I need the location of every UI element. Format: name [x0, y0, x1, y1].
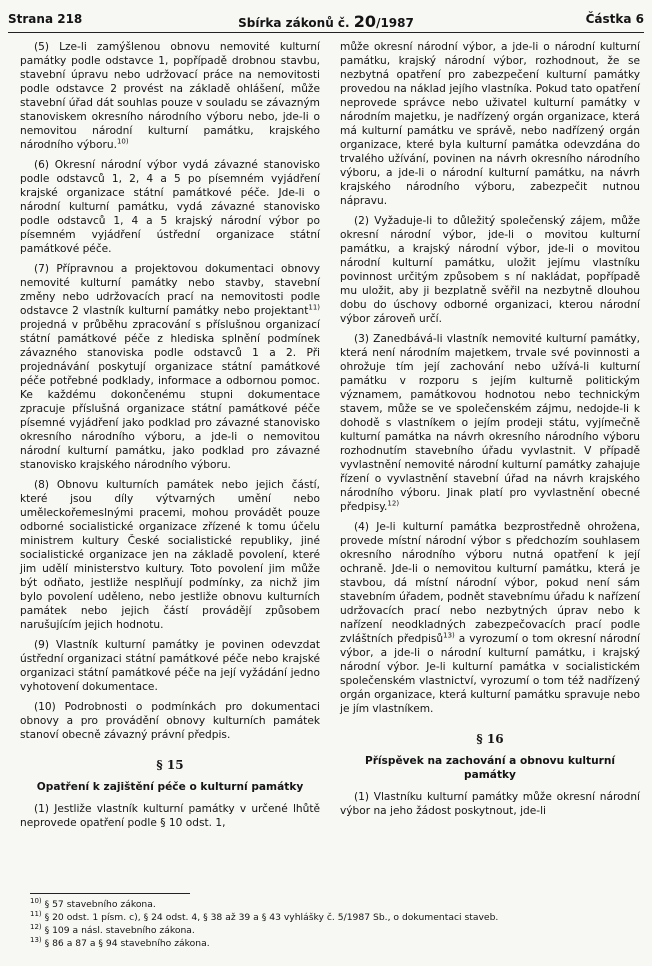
collection-title: [8, 12, 644, 31]
footnote-divider: [30, 893, 190, 894]
footnote-ref-10: 10): [116, 137, 129, 146]
collection-name: Sbírka zákonů č.: [238, 16, 350, 30]
issue-part: Částka 6: [585, 12, 644, 26]
page-number: Strana 218: [8, 12, 83, 26]
paragraph-7: (7) Přípravnou a projektovou dokumentaci obnovy nemovité kulturní památky nebo stavby, stavební změny nebo udržovacích prací na nemovitosti podle odstavce 2 vlastník kulturní památky nebo projektant$^{11)}$ projedná v průběhu zpracování s příslušnou organizací státní památkové péče z hlediska splnění podmínek závazného stanoviska podle odstavců 1 a 2. Při projednávání poskytují organizace státní památkové péče potřebné podklady, informace a odbornou pomoc. Ke každému dokončenému stupni dokumentace zpracuje příslušná organizace státní památkové péče písemné vyjádření jako podklad pro závazné stanovisko okresního národního výboru, a jde-li o nemovitou národní kulturní památku, jako podklad pro závazné stanovisko krajského národního výboru.: [20, 263, 320, 471]
footnote-ref-13: 13): [443, 631, 455, 640]
footnote-12: $^{12)}$ § 109 a násl. stavebního zákona.: [30, 922, 195, 936]
section-16-paragraph-1: (1) Vlastníku kulturní památky může okresní národní výbor na jeho žádost poskytnout, jde-li: [340, 791, 640, 817]
footnote-ref-12: 12): [387, 499, 400, 508]
paragraph-6: (6) Okresní národní výbor vydá závazné stanovisko podle odstavců 1, 2, 4 a 5 po písemném vyjádření krajské organizace státní památkové péče. Jde-li o národní kulturní památku, vydá závazné stanovisko podle odstavců 1, 4 a 5 krajský národní výbor po písemném vyjádření ústřední organizace státní památkové péče.: [20, 159, 320, 255]
collection-year: /1987: [376, 16, 414, 30]
section-15-paragraph-1-continued: může okresní národní výbor, a jde-li o národní kulturní památku, krajský národní výbor, rozhodnout, že se nezbytná opatření pro zabezpečení kulturní památky provedou na náklad jejího vlastníka. Pokud tato opatření neprovede správce nebo uživatel kulturní památky v národním majetku, je nadřízený orgán organizace, která má kulturní památku ve správě, nebo nadřízený orgán organizace, které byla kulturní památka odevzdána do trvalého užívání, povinen na návrh okresního národního výboru, a jde-li o národní kulturní památku, na návrh krajského národního výboru, zabezpečit nutnou nápravu.: [340, 41, 640, 207]
section-16-title: Příspěvek na zachování a obnovu kulturní památky: [364, 755, 616, 781]
right-column: [340, 40, 640, 824]
section-15-paragraph-1: (1) Jestliže vlastník kulturní památky v určené lhůtě neprovede opatření podle § 10 odst. 1,: [20, 803, 320, 829]
paragraph-10: (10) Podrobnosti o podmínkách pro dokumentaci obnovy a pro provádění obnovy kulturních památek stanoví obecně závazný právní předpis.: [20, 701, 320, 741]
section-15-title: Opatření k zajištění péče o kulturní památky: [36, 781, 304, 793]
paragraph-5: (5) Lze-li zamýšlenou obnovu nemovité kulturní památky podle odstavce 1, popřípadě drobnou stavbu, stavební úpravu nebo udržovací práce na nemovitosti podle odstavce 2 provést na základě ohlášení, může stavební úřad dát souhlas pouze v souladu se závazným stanoviskem okresního národního výboru nebo, jde-li o nemovitou národní kulturní památku, krajského národního výboru.$^{10)}$: [20, 41, 320, 151]
header-divider: [8, 32, 644, 33]
page-header: [8, 8, 644, 31]
paragraph-8: (8) Obnovu kulturních památek nebo jejich částí, které jsou díly výtvarných umění nebo uměleckořemeslnými pracemi, mohou provádět pouze odborné socialistické organizace zřízené k tomu účelu ministrem kultury České socialistické republiky, jiné socialistické organizace jen na základě povolení, které jim udělí ministerstvo kultury. Toto povolení jim může být odňato, jestliže nesplňují podmínky, za nichž jim bylo povolení uděleno, nebo jestliže obnovu kulturních památek nebo jejich částí provádějí způsobem narušujícím jejich hodnotu.: [20, 479, 320, 631]
footnote-ref-11: 11): [308, 303, 320, 312]
section-16-heading: § 16: [476, 732, 504, 746]
section-15-paragraph-2: (2) Vyžaduje-li to důležitý společenský zájem, může okresní národní výbor, jde-li o movitou kulturní památku, a krajský národní výbor, jde-li o movitou národní kulturní památku, uložit jejímu vlastníku povinnost určitým způsobem s ní nakládat, popřípadě mu uložit, aby ji bezplatně svěřil na nezbytně dlouhou dobu do úschovy odborné organizaci, kterou národní výbor zároveň určí.: [340, 215, 640, 325]
footnote-10: $^{10)}$ § 57 stavebního zákona.: [30, 896, 156, 910]
paragraph-9: (9) Vlastník kulturní památky je povinen odevzdat ústřední organizaci státní památkové péče nebo krajské organizaci státní památkové péče na její vyžádání jedno vyhotovení dokumentace.: [20, 639, 320, 693]
section-15-paragraph-4: (4) Je-li kulturní památka bezprostředně ohrožena, provede místní národní výbor s předchozím souhlasem okresního národního výboru nutná opatření k její ochraně. Jde-li o nemovitou kulturní památku, která je stavbou, dá místní národní výbor, pokud není sám stavebním úřadem, podnět stavebnímu úřadu k nařízení udržovacích prací nebo nezbytných úprav nebo k nařízení neodkladných zabezpečovacích prací podle zvláštních předpisů$^{13)}$ a vyrozumí o tom okresní národní výbor, a jde-li o národní kulturní památku, i krajský národní výbor. Je-li kulturní památka v socialistickém společenském vlastnictví, vyrozumí o tom též nadřízený orgán organizace, která kulturní památku spravuje nebo je jím vlastníkem.: [340, 521, 640, 715]
footnote-13: $^{13)}$ § 86 a 87 a § 94 stavebního zákona.: [30, 935, 210, 949]
section-15-paragraph-3: (3) Zanedbává-li vlastník nemovité kulturní památky, která není národním majetkem, trvale své povinnosti a ohrožuje tím její zachování nebo užívá-li kulturní památku v rozporu s jejím kulturně politickým významem, památkovou hodnotou nebo technickým stavem, může se ve společenském zájmu, nedojde-li k dohodě s vlastníkem o jejím prodeji státu, vyjímečně kulturní památka na návrh okresního národního výboru rozhodnutím stavebního úřadu vyvlastnit. V případě vyvlastnění nemovité národní kulturní památky zahajuje řízení o vyvlastnění stavební úřad na návrh krajského národního výboru. Jinak platí pro vyvlastnění obecné předpisy.$^{12)}$: [340, 333, 640, 513]
left-column: [20, 40, 320, 836]
footnote-11: $^{11)}$ § 20 odst. 1 písm. c), § 24 odst. 4, § 38 až 39 a § 43 vyhlášky č. 5/1987 Sb., o dokumentaci staveb.: [30, 909, 499, 923]
footnotes: [30, 898, 630, 950]
section-15-heading: § 15: [156, 758, 184, 772]
collection-number: 20: [353, 12, 377, 31]
